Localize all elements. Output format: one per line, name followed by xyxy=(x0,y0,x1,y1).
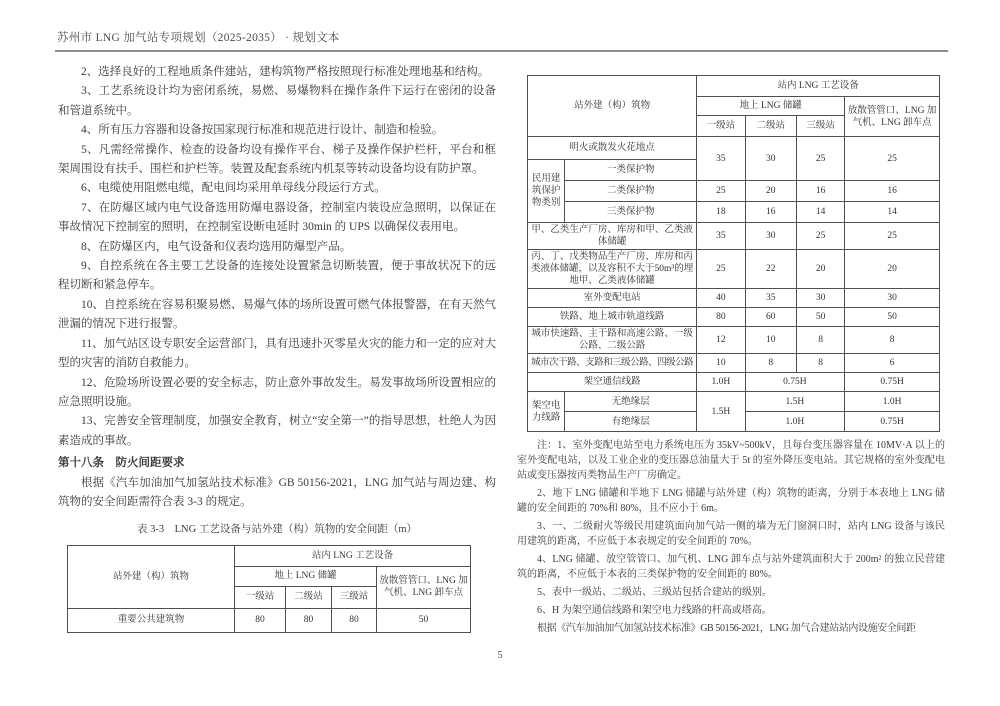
row-label: 室外变配电站 xyxy=(528,289,697,308)
cell-value: 8 xyxy=(796,327,844,354)
body-paragraph: 7、在防爆区域内电气设备选用防爆电器设备，控制室内装设应急照明，以保证在事故情况下控制室的照明，在控制室设断电延时 30min 的 UPS 以确保仪表用电。 xyxy=(58,201,496,234)
row-label: 重要公共建筑物 xyxy=(68,608,235,632)
cell-value: 30 xyxy=(845,289,940,308)
section-heading: 第十八条 防火间距要求 xyxy=(58,457,185,470)
table-row xyxy=(528,223,940,250)
row-label: 无绝缘层 xyxy=(565,392,697,412)
cell-value: 80 xyxy=(697,308,745,327)
table-row xyxy=(528,76,940,97)
header-level3: 三级站 xyxy=(332,586,377,608)
cell-value: 8 xyxy=(745,354,796,373)
header-level3: 三级站 xyxy=(796,116,844,137)
cell-value: 80 xyxy=(235,608,286,632)
cell-value: 14 xyxy=(845,202,940,223)
cell-value: 35 xyxy=(697,223,745,250)
header-vent-unload: 放散管管口、LNG 加气机、LNG 卸车点 xyxy=(377,566,471,608)
table-row xyxy=(528,181,940,202)
header-vent-unload: 放散管管口、LNG 加气机、LNG 卸车点 xyxy=(845,97,940,137)
body-paragraph: 4、所有压力容器和设备按国家现行标准和规范进行设计、制造和检验。 xyxy=(81,124,444,137)
cell-value: 35 xyxy=(745,289,796,308)
row-label: 铁路、地上城市轨道线路 xyxy=(528,308,697,327)
cell-value: 80 xyxy=(286,608,332,632)
cell-value: 25 xyxy=(697,250,745,289)
cell-value: 10 xyxy=(745,327,796,354)
note-item: 2、地下 LNG 储罐和半地下 LNG 储罐与站外建（构）筑物的距离，分别于本表地上 LNG 储罐的安全间距的 70%和 80%，且不应小于 6m。 xyxy=(517,488,945,514)
cell-value: 20 xyxy=(796,250,844,289)
group-label-overhead-power: 架空电力线路 xyxy=(528,392,565,432)
body-paragraph: 8、在防爆区内，电气设备和仪表均选用防爆型产品。 xyxy=(81,240,352,253)
cell-value: 8 xyxy=(845,327,940,354)
cell-value: 60 xyxy=(745,308,796,327)
note-item: 注：1、室外变配电站至电力系统电压为 35kV~500kV，且每台变压器容量在 10MV·A 以上的室外变配电站，以及工业企业的变压器总油量大于 5t 的室外降压变电站。其它规格的室外变配电站或变压器按丙类物品生产厂房确定。 xyxy=(517,440,945,481)
body-paragraph: 2、选择良好的工程地质条件建站，建构筑物严格按照现行标准处理地基和结构。 xyxy=(81,66,490,78)
body-paragraph: 10、自控系统在容易积聚易燃、易爆气体的场所设置可燃气体报警器，在有天然气泄漏的情况下进行报警。 xyxy=(58,298,496,331)
group-label-civil-buildings: 民用建筑保护物类别 xyxy=(528,160,565,223)
table-row xyxy=(528,373,940,392)
table-row xyxy=(528,354,940,373)
header-above-ground-tanks: 地上 LNG 储罐 xyxy=(235,566,377,586)
cell-value: 18 xyxy=(697,202,745,223)
body-paragraph: 13、完善安全管理制度，加强安全教育，树立“安全第一”的指导思想，杜绝人为因素造成的事故。 xyxy=(58,415,496,447)
cell-value: 30 xyxy=(745,137,796,181)
row-label: 丙、丁、戊类物品生产厂房、库房和丙类液体储罐，以及容积不大于50m³的埋地甲、乙类液体储罐 xyxy=(528,250,697,289)
page-header xyxy=(57,29,340,45)
table-row xyxy=(68,545,471,566)
body-paragraph: 3、工艺系统设计均为密闭系统，易燃、易爆物料在操作条件下运行在密闭的设备和管道系统中。 xyxy=(58,85,496,117)
right-column xyxy=(517,75,945,636)
cell-value: 22 xyxy=(745,250,796,289)
header-buildings: 站外建（构）筑物 xyxy=(68,545,235,608)
left-column xyxy=(58,63,496,633)
cell-value: 30 xyxy=(745,223,796,250)
header-station-equipment: 站内 LNG 工艺设备 xyxy=(235,545,471,566)
body-paragraph: 11、加气站区设专职安全运营部门，具有迅速扑灭零星火灾的能力和一定的应对大型的灾害的消防自救能力。 xyxy=(58,337,496,370)
cell-value: 0.75H xyxy=(845,373,940,392)
table-caption: 表 3-3 LNG 工艺设备与站外建（构）筑物的安全间距（m） xyxy=(137,524,417,536)
cell-value: 30 xyxy=(796,289,844,308)
table-row xyxy=(528,289,940,308)
header-level2: 二级站 xyxy=(286,586,332,608)
cell-value: 40 xyxy=(697,289,745,308)
header-level1: 一级站 xyxy=(697,116,745,137)
header-level2: 二级站 xyxy=(745,116,796,137)
cell-value: 25 xyxy=(796,223,844,250)
row-label: 甲、乙类生产厂房、库房和甲、乙类液体储罐 xyxy=(528,223,697,250)
row-label: 三类保护物 xyxy=(565,202,697,223)
cell-value: 10 xyxy=(697,354,745,373)
body-paragraph: 根据《汽车加油加气加氢站技术标准》GB 50156-2021，LNG 加气站与周边建、构筑物的安全间距需符合表 3-3 的规定。 xyxy=(58,476,496,508)
cell-value: 1.5H xyxy=(697,392,745,432)
table-row xyxy=(528,308,940,327)
header-title: 苏州市 LNG 加气站专项规划（2025-2035） · 规划文本 xyxy=(57,32,340,44)
cell-value: 0.75H xyxy=(845,412,940,432)
cell-value: 25 xyxy=(697,181,745,202)
header-above-ground-tanks: 地上 LNG 储罐 xyxy=(697,97,845,116)
table-row xyxy=(528,250,940,289)
row-label: 城市快速路、主干路和高速公路、一级公路、二级公路 xyxy=(528,327,697,354)
cell-value: 20 xyxy=(745,181,796,202)
cell-value: 16 xyxy=(745,202,796,223)
cell-value: 14 xyxy=(796,202,844,223)
cell-value: 20 xyxy=(845,250,940,289)
cell-value: 0.75H xyxy=(745,373,845,392)
cell-value: 16 xyxy=(796,181,844,202)
header-station-equipment: 站内 LNG 工艺设备 xyxy=(697,76,940,97)
row-label: 明火或散发火花地点 xyxy=(528,137,697,160)
note-item: 5、表中一级站、二级站、三级站包括合建站的级别。 xyxy=(537,587,772,598)
cell-value: 12 xyxy=(697,327,745,354)
body-paragraph: 9、自控系统在各主要工艺设备的连接处设置紧急切断装置，便于事故状况下的远程切断和紧急停车。 xyxy=(58,260,496,292)
closing-paragraph: 根据《汽车加油加气加氢站技术标准》GB 50156-2021，LNG 加气合建站站内设施安全间距 xyxy=(537,623,916,634)
row-label: 二类保护物 xyxy=(565,181,697,202)
row-label: 架空通信线路 xyxy=(528,373,697,392)
cell-value: 1.0H xyxy=(745,412,845,432)
note-item: 3、一、二级耐火等级民用建筑面向加气站一侧的墙为无门窗洞口时，站内 LNG 设备与该民用建筑的距离，不应低于本表规定的安全间距的 70%。 xyxy=(517,521,945,547)
cell-value: 80 xyxy=(332,608,377,632)
table-row xyxy=(68,608,471,632)
page-number: 5 xyxy=(497,650,503,661)
table-row xyxy=(528,137,940,160)
safety-distance-table-left-part xyxy=(67,545,471,633)
cell-value: 1.0H xyxy=(697,373,745,392)
table-row xyxy=(528,392,940,412)
cell-value: 50 xyxy=(377,608,471,632)
body-paragraph: 5、凡需经常操作、检查的设备均设有操作平台、梯子及操作保护栏杆，平台和框架周围设有扶手、围栏和护栏等。装置及配套系统内机泵等转动设备均设有防护罩。 xyxy=(58,143,496,176)
safety-distance-table-right-part xyxy=(527,75,940,432)
row-label: 有绝缘层 xyxy=(565,412,697,432)
cell-value: 16 xyxy=(845,181,940,202)
note-item: 4、LNG 储罐、放空管管口、加气机、LNG 卸车点与站外建筑面积大于 200m² 的独立民营建筑的距离，不应低于本表的三类保护物的安全间距的 80%。 xyxy=(517,554,945,580)
table-row xyxy=(528,327,940,354)
cell-value: 8 xyxy=(796,354,844,373)
cell-value: 50 xyxy=(845,308,940,327)
table-row xyxy=(528,202,940,223)
header-rule xyxy=(55,50,948,52)
header-buildings: 站外建（构）筑物 xyxy=(528,76,697,137)
table-notes xyxy=(517,438,945,618)
body-paragraph: 12、危险场所设置必要的安全标志，防止意外事故发生。易发事故场所设置相应的应急照明设施。 xyxy=(58,376,496,408)
row-label: 城市次干路、支路和三级公路、四级公路 xyxy=(528,354,697,373)
row-label: 一类保护物 xyxy=(565,160,697,181)
cell-value: 6 xyxy=(845,354,940,373)
body-paragraph: 6、电缆使用阻燃电缆，配电间均采用单母线分段运行方式。 xyxy=(81,182,386,195)
cell-value: 25 xyxy=(796,137,844,181)
cell-value: 25 xyxy=(845,137,940,181)
cell-value: 35 xyxy=(697,137,745,181)
cell-value: 50 xyxy=(796,308,844,327)
cell-value: 1.5H xyxy=(745,392,845,412)
cell-value: 1.0H xyxy=(845,392,940,412)
header-level1: 一级站 xyxy=(235,586,286,608)
cell-value: 25 xyxy=(845,223,940,250)
note-item: 6、H 为架空通信线路和架空电力线路的杆高或塔高。 xyxy=(537,605,772,616)
